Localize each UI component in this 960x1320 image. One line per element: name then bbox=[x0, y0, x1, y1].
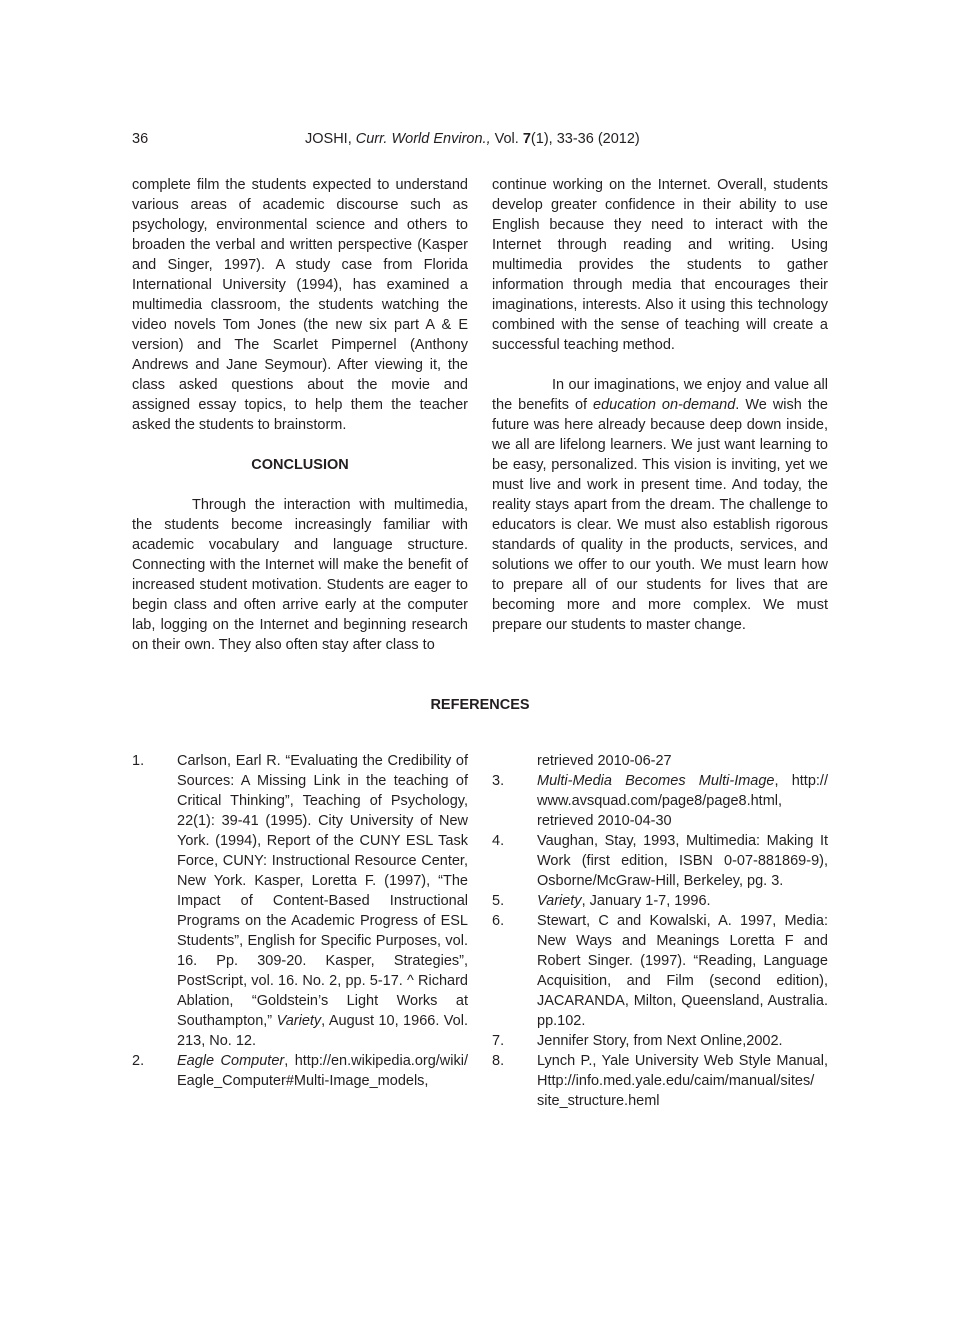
link-text: , http:// www.avsquad.com/page8/page8.html, retrieved 2010-04-30 bbox=[537, 773, 828, 829]
references-list-left bbox=[132, 751, 468, 1091]
text-run: , August 10, 1966. Vol. 213, No. 12. bbox=[177, 1013, 468, 1049]
text-run: Carlson, Earl R. “Evaluating the Credibility of Sources: A Missing Link in the teaching of Critical Thinking”, Teaching of Psychology, 22(1): 39-41 (1995). City University of New York. (1994), Report of the CUNY ESL Task Force, CUNY: Instructional Resource Center, New York. Kasper, Loretta F. (1997), “The Impact of Content-Based Instructional Programs on the Academic Progress of ESL Students”, English for Specific Purposes, vol. 16. Pp. 309-20. Kasper, Strategies”, PostScript, vol. 16. No. 2, pp. 5-17. ^ Richard Ablation, “Goldstein’s Light Works at Southampton,” bbox=[177, 753, 468, 1029]
reference-item bbox=[492, 831, 828, 891]
emphasis: education on-demand bbox=[593, 397, 736, 413]
reference-number: 7. bbox=[492, 1033, 505, 1049]
text-run: . We wish the future was here already because deep down inside, we all are lifelong learners. We just want learning to be easy, personalized. This vision is inviting, yet we must live and work in present time. And today, the reality stays apart from the dream. The challenge to educators is clear. We must also establish rigorous standards of quality in the products, services, and solutions we offer to our youth. We must learn how to prepare all of our students for lives that are becoming more and more complex. We must prepare our students to master change. bbox=[492, 397, 828, 633]
reference-text: Stewart, C and Kowalski, A. 1997, Media: New Ways and Meanings Loretta F and Robert Singer. (1997). “Reading, Language Acquisition, and Film (second edition), JACARANDA, Milton, Queensland, Australia. pp.102. bbox=[537, 913, 828, 1029]
reference-item bbox=[492, 771, 828, 831]
author: JOSHI, bbox=[305, 131, 356, 147]
reference-continuation: retrieved 2010-06-27 bbox=[537, 753, 672, 769]
page-number: 36 bbox=[132, 131, 149, 147]
volume-prefix: Vol. bbox=[490, 131, 523, 147]
running-head bbox=[305, 129, 640, 149]
paragraph-spacer bbox=[492, 355, 828, 375]
reference-number: 4. bbox=[492, 833, 505, 849]
journal-name: Curr. World Environ., bbox=[355, 131, 491, 147]
issue-pages-year: (1), 33-36 (2012) bbox=[530, 131, 640, 147]
reference-text bbox=[177, 751, 468, 1051]
reference-number: 2. bbox=[132, 1053, 145, 1069]
volume-number: 7 bbox=[522, 131, 531, 147]
body-paragraph bbox=[492, 375, 828, 635]
reference-text bbox=[537, 891, 828, 911]
references-heading: REFERENCES bbox=[430, 697, 530, 713]
reference-text: Jennifer Story, from Next Online,2002. bbox=[537, 1033, 783, 1049]
emphasis: Variety bbox=[537, 893, 582, 909]
reference-text bbox=[177, 1051, 468, 1091]
reference-number: 1. bbox=[132, 753, 145, 769]
link-text: , http://en.wikipedia.org/wiki/ Eagle_Computer#Multi-Image_models, bbox=[177, 1053, 468, 1089]
body-paragraph: complete film the students expected to understand various areas of academic discourse such as psychology, environmental science and others to broaden the verbal and written perspective (Kasper and Singer, 1997). A study case from Florida International University (1994), has examined a multimedia classroom, the students watching the video novels Tom Jones (the new six part A & E version) and The Scarlet Pimpernel (Anthony Andrews and Jane Seymour). After viewing it, the class asked questions about the movie and assigned essay topics, to help them the teacher asked the students to brainstorm. bbox=[132, 177, 468, 433]
reference-number: 5. bbox=[492, 893, 505, 909]
reference-text bbox=[537, 771, 828, 831]
reference-text: Vaughan, Stay, 1993, Multimedia: Making It Work (first edition, ISBN 0-07-881869-9), Osborne/McGraw-Hill, Berkeley, pg. 3. bbox=[537, 833, 828, 889]
right-column bbox=[492, 175, 828, 635]
reference-number: 6. bbox=[492, 913, 505, 929]
reference-item bbox=[492, 911, 828, 1031]
reference-number: 3. bbox=[492, 773, 505, 789]
text-run: , January 1-7, 1996. bbox=[581, 893, 711, 909]
reference-item bbox=[492, 1031, 828, 1051]
reference-item bbox=[132, 1051, 468, 1091]
emphasis: Variety bbox=[276, 1013, 322, 1029]
body-paragraph: continue working on the Internet. Overall, students develop greater confidence in their ability to use English because they need to interact with the Internet through reading and writing. Using multimedia provides the students to gather information through media that encourages their imaginations, interests. Also it using this technology combined with the sense of teaching will create a successful teaching method. bbox=[492, 177, 828, 353]
conclusion-heading: CONCLUSION bbox=[251, 457, 349, 473]
references-list-right bbox=[492, 751, 828, 1111]
reference-item bbox=[492, 1051, 828, 1111]
reference-item bbox=[492, 891, 828, 911]
emphasis: Multi-Media Becomes Multi-Image bbox=[537, 773, 775, 789]
reference-item bbox=[132, 751, 468, 1051]
reference-text: Lynch P., Yale University Web Style Manual, Http://info.med.yale.edu/caim/manual/sites/ site_structure.heml bbox=[537, 1053, 828, 1109]
body-paragraph: Through the interaction with multimedia, the students become increasingly familiar with academic vocabulary and language structure. Connecting with the Internet will make the benefit of increased student motivation. Students are eager to begin class and often arrive early at the computer lab, logging on the Internet and beginning research on their own. They also often stay after class to bbox=[132, 497, 468, 653]
emphasis: Eagle Computer bbox=[177, 1053, 285, 1069]
left-column bbox=[132, 175, 468, 655]
text-run: In our imaginations, we enjoy and value all the benefits of bbox=[492, 377, 828, 413]
reference-number: 8. bbox=[492, 1053, 505, 1069]
